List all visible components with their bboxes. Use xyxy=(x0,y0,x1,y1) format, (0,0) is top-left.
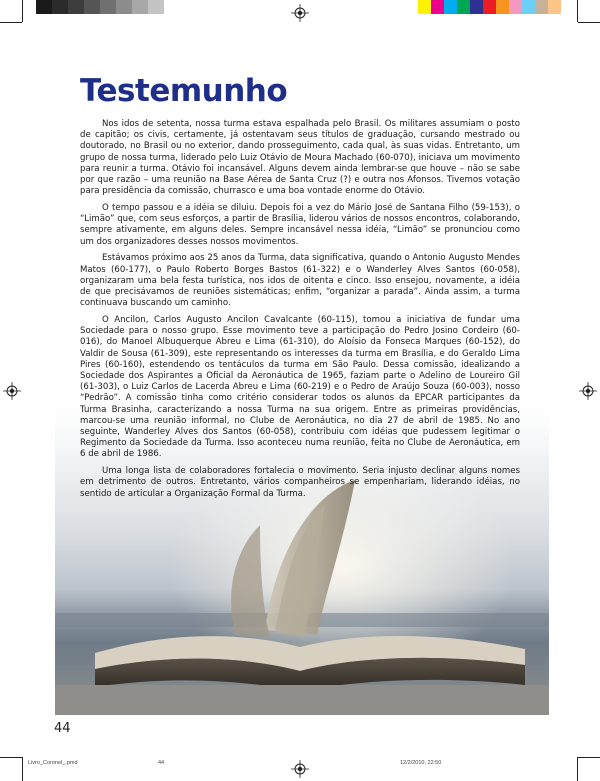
registration-mark-icon xyxy=(3,382,21,400)
page-number: 44 xyxy=(54,721,71,736)
registration-mark-icon xyxy=(291,760,309,778)
article-body xyxy=(80,119,520,505)
gray-swatch xyxy=(148,0,164,14)
crop-mark xyxy=(0,757,22,758)
crop-mark xyxy=(0,22,22,23)
color-swatch xyxy=(535,0,548,14)
gray-swatch xyxy=(36,0,52,14)
color-swatch xyxy=(509,0,522,14)
gray-swatch xyxy=(116,0,132,14)
registration-mark-icon xyxy=(579,382,597,400)
paragraph: O tempo passou e a idéia se diluiu. Depois foi a vez do Mário José de Santana Filho (59-153), o “Limão” que, com seus esforços, a partir de Brasília, liderou vários de nossos encontros, colaborando, sempre ativamente, em alguns deles. Sempre incansável nessa idéia, “Limão” se pronunciou como um dos organizadores desses nossos movimentos. xyxy=(80,203,520,247)
color-swatch xyxy=(496,0,509,14)
crop-mark xyxy=(22,757,23,781)
color-swatch xyxy=(470,0,483,14)
gray-swatch xyxy=(52,0,68,14)
gray-swatch xyxy=(84,0,100,14)
slug-date: 12/2/2010, 22:50 xyxy=(400,760,442,766)
color-swatch xyxy=(548,0,561,14)
color-swatch xyxy=(457,0,470,14)
gray-swatch xyxy=(132,0,148,14)
crop-mark xyxy=(577,0,578,22)
grayscale-color-bar xyxy=(36,0,164,14)
page-title: Testemunho xyxy=(80,73,288,109)
registration-mark-icon xyxy=(291,4,309,22)
process-color-bar xyxy=(418,0,568,14)
color-swatch xyxy=(444,0,457,14)
paragraph: Nos idos de setenta, nossa turma estava espalhada pelo Brasil. Os militares assumiam o posto de capitão; os civis, certamente, já ostentavam seus títulos de graduação, cursando mestrado ou doutorado, no Brasil ou no exterior, dando prosseguimento, cada qual, às suas vidas. Entretanto, um grupo de nossa turma, liderado pelo Luiz Otávio de Moura Machado (60-070), iniciava um movimento para reunir a turma. Otávio foi incansável. Alguns devem ainda lembrar-se que houve – não se sabe por que razão – uma reunião na Base Aérea de Santa Cruz (?) e outra nos Afonsos. Tivemos votação para presidência da comissão, churrasco e uma boa vontade enorme do Otávio. xyxy=(80,119,520,197)
paragraph: O Ancilon, Carlos Augusto Ancilon Cavalcante (60-115), tomou a iniciativa de fundar uma Sociedade para o nosso grupo. Esse movimento teve a participação do Pedro Josino Cordeiro (60-016), do Manoel Albuquerque Abreu e Lima (61-310), do Aloísio da Fonseca Marques (60-152), do Valdir de Sousa (61-309), este representando os interesses da turma em Brasília, e do Geraldo Lima Pires (60-160), estendendo os tentáculos da turma em São Paulo. Dessa comissão, idealizando a Sociedade dos Aspirantes a Oficial da Aeronáutica de 1965, faziam parte o Adelino de Loureiro Gil (61-303), o Luiz Carlos de Lacerda Abreu e Lima (60-219) e o Pedro de Araújo Souza (60-003), nosso “Pedrão”. A comissão tinha como critério considerar todos os alunos da EPCAR participantes da Turma Brasinha, caracterizando a nossa Turma na sua origem. Entre as primeiras providências, marcou-se uma reunião informal, no Clube de Aeronáutica, no dia 27 de abril de 1985. No ano seguinte, Wanderley Alves dos Santos (60-058), contribuiu com idéias que pudessem legitimar o Regimento da Sociedade da Turma. Isso aconteceu numa reunião, feita no Clube de Aeronáutica, em 6 de abril de 1986. xyxy=(80,315,520,460)
gray-swatch xyxy=(100,0,116,14)
paragraph: Uma longa lista de colaboradores fortalecia o movimento. Seria injusto declinar alguns nomes em detrimento de outros. Entretanto, vários companheiros se empenhariam, liderando idéias, no sentido de articular a Organização Formal da Turma. xyxy=(80,466,520,499)
gray-swatch xyxy=(68,0,84,14)
crop-mark xyxy=(578,757,600,758)
color-swatch xyxy=(522,0,535,14)
crop-mark xyxy=(578,22,600,23)
slug-filename: Livro_Coronel_.pmd xyxy=(28,760,78,766)
color-swatch xyxy=(483,0,496,14)
color-swatch xyxy=(418,0,431,14)
crop-mark xyxy=(22,0,23,22)
slug-page: 44 xyxy=(158,760,165,766)
color-swatch xyxy=(431,0,444,14)
crop-mark xyxy=(577,757,578,781)
paragraph: Estávamos próximo aos 25 anos da Turma, data significativa, quando o Antonio Augusto Mendes Matos (60-177), o Paulo Roberto Borges Bastos (61-322) e o Wanderley Alves Santos (60-058), organizaram uma bela festa turística, nos idos de oitenta e cinco. Isso ensejou, novamente, a idéia de que precisávamos de reuniões sistemáticas; enfim, “organizar a parada”. Ainda assim, a turma continuava buscando um caminho. xyxy=(80,253,520,309)
